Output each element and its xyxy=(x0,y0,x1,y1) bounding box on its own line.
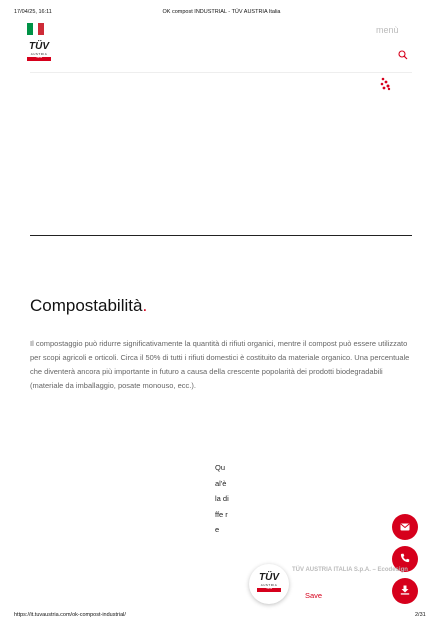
save-button[interactable]: Save xyxy=(305,591,323,600)
loading-dots-icon xyxy=(380,77,392,91)
chat-company-name: TÜV AUSTRIA ITALIA S.p.A. – Ecodesign xyxy=(292,567,408,573)
print-page-title: OK compost INDUSTRIAL - TÜV AUSTRIA Italia xyxy=(162,9,281,15)
phone-icon xyxy=(400,550,410,568)
logo-band: ITALIA xyxy=(27,57,51,61)
header-divider xyxy=(30,72,412,73)
print-datetime: 17/04/25, 16:11 xyxy=(14,9,52,15)
menu-button[interactable]: menù xyxy=(376,25,399,35)
chat-avatar[interactable] xyxy=(249,564,289,604)
section-divider xyxy=(30,235,412,236)
section-body: Il compostaggio può ridurre significativamente la quantità di rifiuti organici, mentre il compost può essere utilizzato per scopi agricoli e orticoli. Circa il 50% di tutti i rifiuti domestici è costituito da materiale organico. Una percentuale che diventerà ancora più importante in futuro a causa della crescente popolarità dei prodotti biodegradabili (materiale da imballaggio, posate monouso, ecc.). xyxy=(30,339,410,390)
search-icon[interactable] xyxy=(398,47,408,65)
logo-sub: AUSTRIA xyxy=(30,52,48,56)
download-icon xyxy=(400,582,410,600)
section-title: Compostabilità. xyxy=(30,296,148,315)
download-button[interactable] xyxy=(392,578,418,604)
faq-question-text: Qual'è la diffe re xyxy=(215,463,229,534)
print-url: https://it.tuvaustria.com/ok-compost-industrial/ xyxy=(14,612,126,618)
logo-brand: TÜV xyxy=(29,41,49,52)
site-logo[interactable] xyxy=(27,42,51,61)
print-page-number: 2/31 xyxy=(415,612,426,618)
chat-avatar-logo: TÜV AUSTRIA ITALIA xyxy=(259,572,279,590)
language-flag-icon[interactable] xyxy=(27,23,44,35)
email-button[interactable] xyxy=(392,514,418,540)
envelope-icon xyxy=(400,518,410,536)
